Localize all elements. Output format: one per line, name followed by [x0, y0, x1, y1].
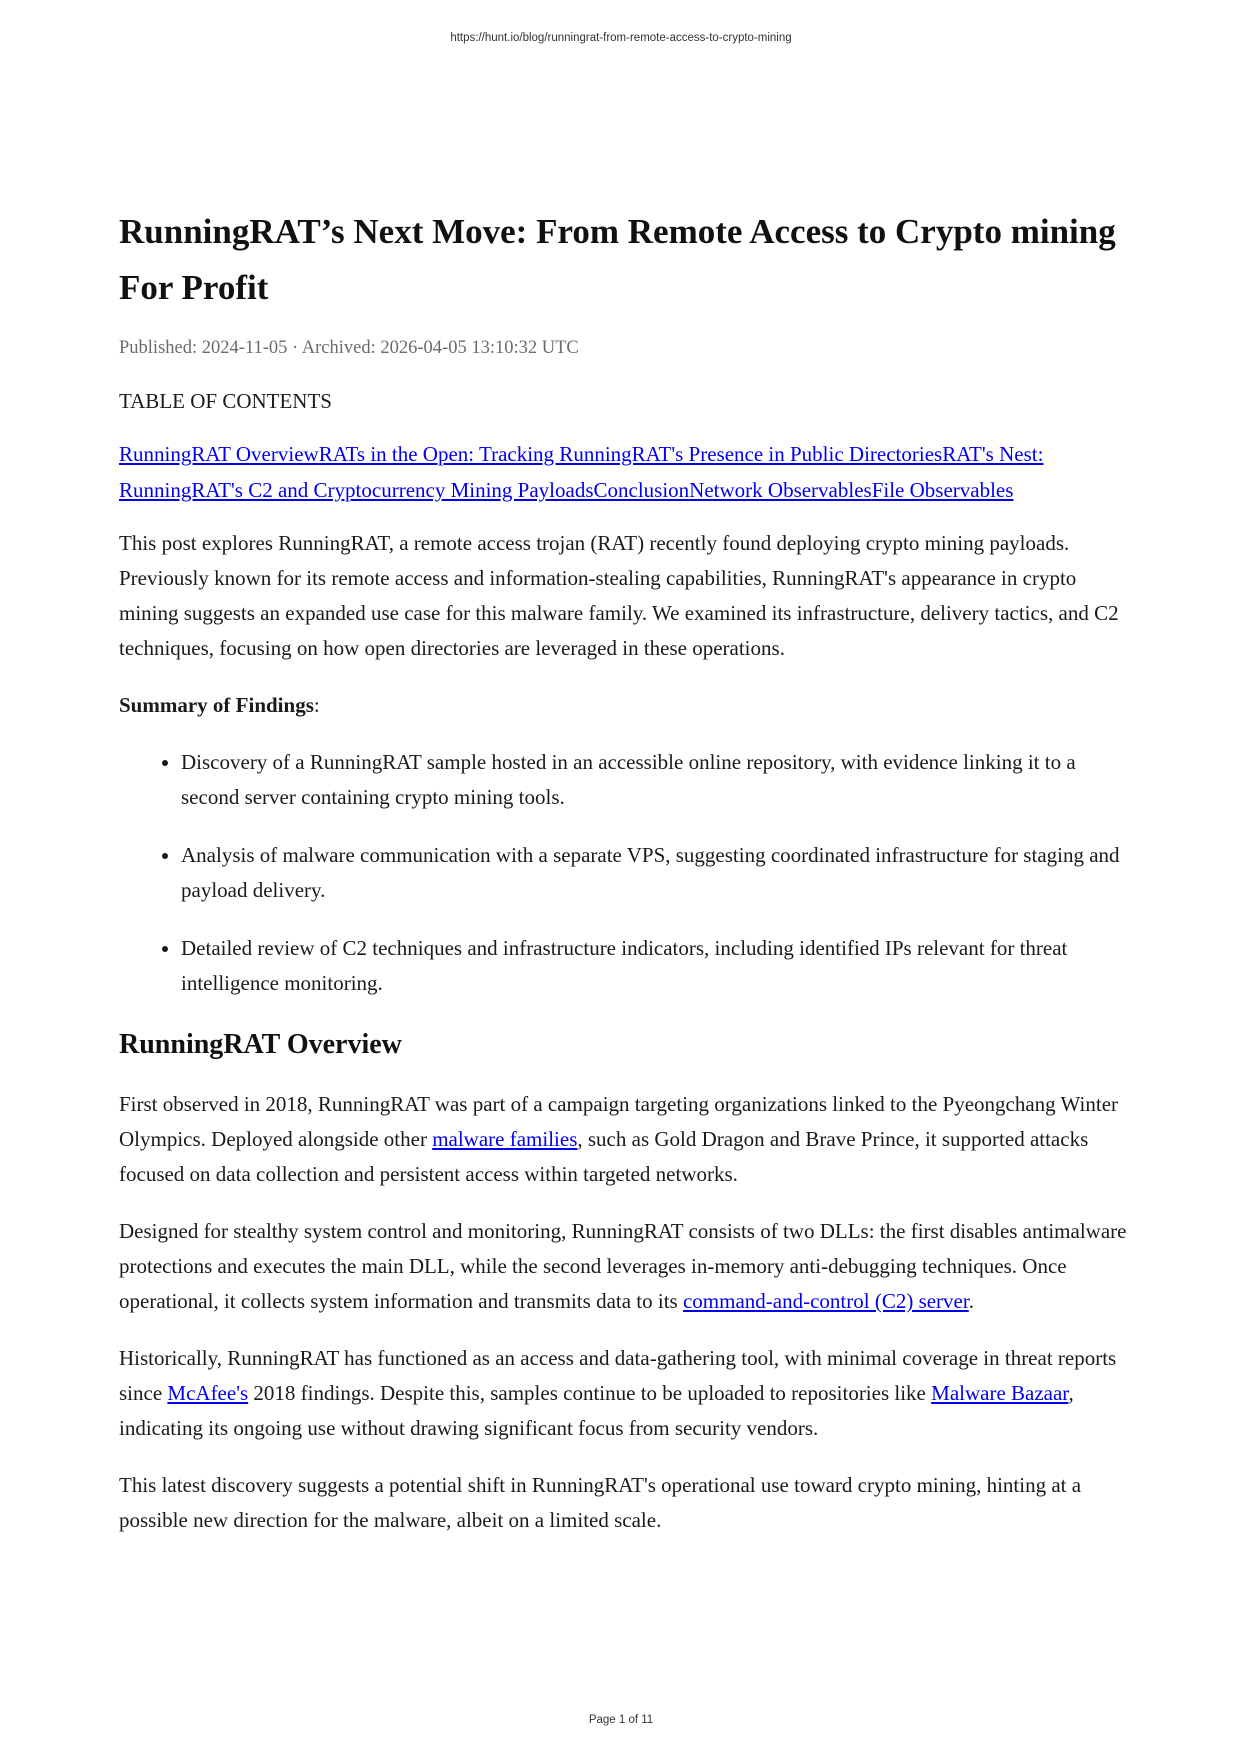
section-heading-overview: RunningRAT Overview — [119, 1029, 402, 1060]
text-span: 2018 findings. Despite this, samples continue to be uploaded to repositories like — [248, 1381, 932, 1405]
toc-link-open-directories[interactable]: RATs in the Open: Tracking RunningRAT's Presence in Public Directories — [318, 442, 943, 466]
toc-link-network-observables[interactable]: Network Observables — [689, 478, 872, 502]
malware-families-link[interactable]: malware families — [432, 1127, 578, 1151]
toc-link-overview[interactable]: RunningRAT Overview — [119, 442, 319, 466]
list-item: • Detailed review of C2 techniques and infrastructure indicators, including identified IPs relevant for threat intelligence monitoring. — [181, 931, 1129, 1001]
text-span: Designed for stealthy system control and monitoring, RunningRAT consists of two DLLs: the first disables antimalware protections and executes the main DLL, while the second leverages in-memory anti-debugging techniques. Once operational, it collects system information and transmits data to its — [119, 1219, 1127, 1313]
list-item: • Discovery of a RunningRAT sample hosted in an accessible online repository, with evidence linking it to a second server containing crypto mining tools. — [181, 745, 1129, 815]
overview-paragraph-3 — [119, 1341, 1129, 1446]
publish-meta: Published: 2024-11-05 · Archived: 2026-04-05 13:10:32 UTC — [119, 338, 579, 358]
overview-paragraph-2 — [119, 1214, 1129, 1319]
list-item: • Analysis of malware communication with a separate VPS, suggesting coordinated infrastructure for staging and payload delivery. — [181, 838, 1129, 908]
text-span: Historically, RunningRAT has functioned as an access and data-gathering tool, with minimal coverage in threat reports since — [119, 1346, 1117, 1405]
summary-label: Summary of Findings — [119, 693, 314, 717]
toc-link-c2-mining[interactable]: RAT's Nest: RunningRAT's C2 and Cryptocurrency Mining Payloads — [119, 442, 1044, 502]
text-span: . — [968, 1289, 974, 1313]
findings-list — [119, 745, 1129, 1001]
text-span: , such as Gold Dragon and Brave Prince, it supported attacks focused on data collection and persistent access within targeted networks. — [119, 1127, 1089, 1186]
table-of-contents — [119, 436, 1129, 508]
c2-server-link[interactable]: command-and-control (C2) server — [682, 1289, 969, 1313]
toc-heading: TABLE OF CONTENTS — [119, 389, 332, 413]
intro-paragraph: This post explores RunningRAT, a remote access trojan (RAT) recently found deploying crypto mining payloads. Previously known for its remote access and information-stealing capabilities, RunningRAT's appearance in crypto mining suggests an expanded use case for this malware family. We examined its infrastructure, delivery tactics, and C2 techniques, focusing on how open directories are leveraged in these operations. — [119, 531, 1119, 660]
mcafee-link[interactable]: McAfee's — [167, 1381, 249, 1405]
article — [119, 204, 1129, 1560]
text-span: First observed in 2018, RunningRAT was part of a campaign targeting organizations linked to the Pyeongchang Winter Olympics. Deployed alongside other — [119, 1092, 1119, 1151]
toc-link-conclusion[interactable]: Conclusion — [593, 478, 690, 502]
malware-bazaar-link[interactable]: Malware Bazaar — [931, 1381, 1069, 1405]
summary-colon: : — [313, 693, 320, 717]
page-number: Page 1 of 11 — [588, 1714, 654, 1726]
overview-paragraph-4: This latest discovery suggests a potential shift in RunningRAT's operational use toward crypto mining, hinting at a possible new direction for the malware, albeit on a limited scale. — [119, 1473, 1082, 1532]
overview-paragraph-1 — [119, 1087, 1129, 1192]
toc-link-file-observables[interactable]: File Observables — [871, 478, 1014, 502]
article-title: RunningRAT’s Next Move: From Remote Access to Crypto mining For Profit — [119, 212, 1116, 307]
summary-heading — [119, 688, 1129, 723]
page-url-header: https://hunt.io/blog/runningrat-from-remote-access-to-crypto-mining — [450, 32, 792, 44]
text-span: , indicating its ongoing use without drawing significant focus from security vendors. — [119, 1381, 1074, 1440]
